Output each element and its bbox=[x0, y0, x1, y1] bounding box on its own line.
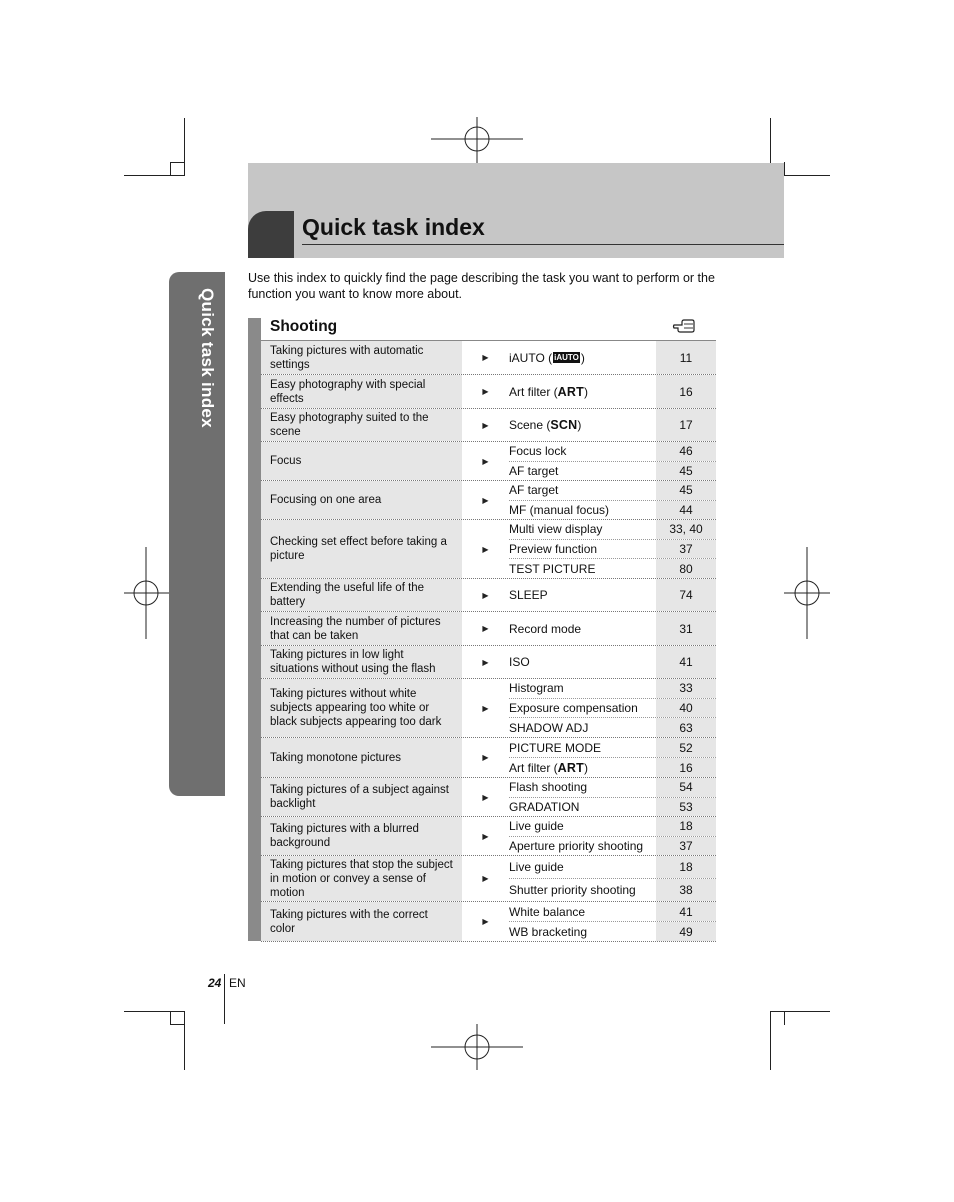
function-list bbox=[509, 856, 716, 901]
function-list bbox=[509, 520, 716, 578]
page-ref: 53 bbox=[656, 798, 716, 817]
function-list bbox=[509, 409, 716, 441]
task-cell bbox=[261, 646, 462, 678]
table-row bbox=[261, 341, 716, 375]
arrow-right-icon: ▶ bbox=[482, 657, 489, 667]
page-ref: 37 bbox=[656, 540, 716, 559]
function-list bbox=[509, 341, 716, 374]
table-row bbox=[261, 817, 716, 856]
task-label: Taking pictures with automatic settings bbox=[270, 344, 424, 371]
table-row bbox=[261, 481, 716, 520]
function-row bbox=[509, 699, 716, 719]
function-row bbox=[509, 738, 716, 758]
arrow-right-icon: ▶ bbox=[482, 353, 489, 362]
function-name bbox=[509, 501, 656, 520]
function-list bbox=[509, 612, 716, 645]
table-row bbox=[261, 409, 716, 442]
table-row bbox=[261, 646, 716, 679]
function-name bbox=[509, 520, 656, 539]
function-row bbox=[509, 679, 716, 699]
task-label: Taking pictures with a blurred background bbox=[270, 823, 419, 849]
function-row bbox=[509, 409, 716, 441]
table-row bbox=[261, 856, 716, 902]
function-name bbox=[509, 817, 656, 836]
crop-mark bbox=[170, 1024, 185, 1025]
function-name bbox=[509, 758, 656, 777]
page-ref: 41 bbox=[656, 902, 716, 921]
task-cell bbox=[261, 520, 462, 578]
function-name bbox=[509, 879, 656, 901]
function-row bbox=[509, 778, 716, 798]
task-label: Taking pictures of a subject against backlight bbox=[270, 784, 449, 810]
function-label: Histogram bbox=[509, 681, 564, 696]
task-cell bbox=[261, 579, 462, 611]
mode-symbol: ART bbox=[557, 760, 584, 775]
function-row bbox=[509, 540, 716, 560]
page-ref: 37 bbox=[656, 837, 716, 856]
header-accent-block bbox=[248, 211, 294, 258]
function-row bbox=[509, 481, 716, 501]
function-row bbox=[509, 520, 716, 540]
arrow-right-icon: ▶ bbox=[482, 792, 489, 802]
task-cell bbox=[261, 778, 462, 816]
function-label: Shutter priority shooting bbox=[509, 883, 636, 897]
task-label: Taking pictures that stop the subject in motion or convey a sense of motion bbox=[270, 858, 453, 899]
function-label: MF (manual focus) bbox=[509, 502, 610, 517]
function-label: Art filter ( bbox=[509, 384, 558, 399]
page-ref: 44 bbox=[656, 501, 716, 520]
function-label-suffix: ) bbox=[580, 350, 585, 365]
page-ref: 18 bbox=[656, 817, 716, 836]
task-cell bbox=[261, 341, 462, 374]
arrow-right-icon: ▶ bbox=[482, 590, 489, 600]
crop-mark bbox=[184, 118, 185, 176]
task-cell bbox=[261, 409, 462, 441]
function-name bbox=[509, 375, 656, 408]
task-cell bbox=[261, 612, 462, 645]
task-label: Checking set effect before taking a picture bbox=[270, 536, 447, 562]
function-name bbox=[509, 341, 656, 374]
page-ref: 52 bbox=[656, 738, 716, 757]
function-row bbox=[509, 922, 716, 941]
page-number: 24 bbox=[208, 976, 222, 990]
function-row bbox=[509, 341, 716, 374]
function-label: TEST PICTURE bbox=[509, 561, 596, 576]
crop-mark bbox=[124, 175, 185, 176]
function-name bbox=[509, 579, 656, 611]
page-ref: 16 bbox=[656, 758, 716, 777]
function-label: PICTURE MODE bbox=[509, 740, 602, 755]
function-label: Exposure compensation bbox=[509, 701, 638, 715]
function-label: iAUTO ( bbox=[509, 350, 553, 365]
function-row bbox=[509, 462, 716, 481]
task-label: Taking pictures with the correct color bbox=[270, 908, 428, 935]
function-list bbox=[509, 902, 716, 941]
arrow-right-icon: ▶ bbox=[482, 917, 489, 926]
function-name bbox=[509, 718, 656, 737]
function-row bbox=[509, 902, 716, 922]
function-row bbox=[509, 817, 716, 837]
task-label: Easy photography suited to the scene bbox=[270, 412, 429, 438]
page-ref: 45 bbox=[656, 481, 716, 500]
table-row bbox=[261, 902, 716, 942]
page-ref: 40 bbox=[656, 699, 716, 718]
crop-mark bbox=[124, 1011, 185, 1012]
registration-mark-icon bbox=[431, 117, 523, 163]
table-row bbox=[261, 778, 716, 817]
arrow-right-icon: ▶ bbox=[482, 544, 489, 554]
language-label: EN bbox=[229, 976, 246, 990]
function-name bbox=[509, 778, 656, 797]
function-row bbox=[509, 837, 716, 856]
pointing-hand-icon bbox=[672, 318, 696, 334]
arrow-right-icon: ▶ bbox=[482, 387, 489, 396]
task-label: Taking monotone pictures bbox=[270, 751, 402, 764]
function-list bbox=[509, 646, 716, 678]
registration-mark-icon bbox=[124, 547, 170, 639]
function-list bbox=[509, 778, 716, 816]
function-row bbox=[509, 758, 716, 777]
crop-mark bbox=[770, 1011, 830, 1012]
function-label-suffix: ) bbox=[583, 384, 588, 399]
section-bar bbox=[248, 318, 261, 941]
function-label: Multi view display bbox=[509, 522, 603, 537]
table-row bbox=[261, 579, 716, 612]
function-row bbox=[509, 856, 716, 879]
task-label: Easy photography with special effects bbox=[270, 378, 426, 405]
function-name bbox=[509, 856, 656, 878]
table-row bbox=[261, 612, 716, 646]
function-label: Record mode bbox=[509, 621, 582, 636]
function-name bbox=[509, 798, 656, 817]
table-row bbox=[261, 442, 716, 481]
function-label: Scene ( bbox=[509, 418, 551, 432]
function-label: Live guide bbox=[509, 819, 564, 834]
table-row bbox=[261, 738, 716, 778]
page-ref: 63 bbox=[656, 718, 716, 737]
task-cell bbox=[261, 679, 462, 737]
task-cell bbox=[261, 738, 462, 777]
mode-symbol: ART bbox=[557, 384, 584, 399]
function-row bbox=[509, 375, 716, 408]
iauto-mode-icon: iAUTO bbox=[554, 353, 579, 362]
function-name bbox=[509, 679, 656, 698]
function-row bbox=[509, 442, 716, 462]
function-name bbox=[509, 481, 656, 500]
function-label: SHADOW ADJ bbox=[509, 720, 589, 735]
function-label: WB bracketing bbox=[509, 924, 588, 939]
function-name bbox=[509, 442, 656, 461]
function-name bbox=[509, 922, 656, 941]
arrow-right-icon: ▶ bbox=[482, 703, 489, 713]
page-ref: 33, 40 bbox=[656, 520, 716, 539]
crop-mark bbox=[784, 1011, 785, 1025]
function-row bbox=[509, 579, 716, 611]
page-ref: 80 bbox=[656, 559, 716, 578]
task-label: Focusing on one area bbox=[270, 494, 382, 506]
function-label: SLEEP bbox=[509, 588, 548, 602]
task-label: Extending the useful life of the battery bbox=[270, 582, 425, 608]
function-label: Art filter ( bbox=[509, 760, 558, 775]
registration-mark-icon bbox=[431, 1024, 523, 1070]
page-ref: 41 bbox=[656, 646, 716, 678]
crop-mark bbox=[784, 162, 785, 176]
function-label: Focus lock bbox=[509, 444, 567, 459]
arrow-right-icon: ▶ bbox=[482, 420, 489, 430]
table-row bbox=[261, 679, 716, 738]
crop-mark bbox=[770, 1011, 771, 1070]
function-name bbox=[509, 612, 656, 645]
function-list bbox=[509, 679, 716, 737]
crop-mark bbox=[184, 1011, 185, 1070]
crop-mark bbox=[170, 162, 185, 163]
task-cell bbox=[261, 375, 462, 408]
function-label: AF target bbox=[509, 463, 559, 478]
task-label: Taking pictures without white subjects appearing too white or black subjects appearing too dark bbox=[270, 688, 442, 728]
function-label: Live guide bbox=[509, 860, 564, 874]
table-row bbox=[261, 520, 716, 579]
function-list bbox=[509, 375, 716, 408]
function-row bbox=[509, 612, 716, 645]
page-ref: 16 bbox=[656, 375, 716, 408]
task-cell bbox=[261, 856, 462, 901]
function-name bbox=[509, 409, 656, 441]
task-label: Taking pictures in low light situations without using the flash bbox=[270, 649, 436, 675]
function-row bbox=[509, 798, 716, 817]
function-name bbox=[509, 837, 656, 856]
function-list bbox=[509, 738, 716, 777]
crop-mark bbox=[170, 1011, 171, 1025]
task-cell bbox=[261, 442, 462, 480]
task-cell bbox=[261, 817, 462, 855]
task-label: Increasing the number of pictures that can be taken bbox=[270, 615, 441, 642]
function-row bbox=[509, 501, 716, 520]
table-row bbox=[261, 375, 716, 409]
page-ref: 18 bbox=[656, 856, 716, 878]
function-label-suffix: ) bbox=[577, 418, 582, 432]
function-name bbox=[509, 540, 656, 559]
arrow-right-icon: ▶ bbox=[482, 495, 489, 505]
page-ref: 11 bbox=[656, 341, 716, 374]
function-list bbox=[509, 442, 716, 480]
function-name bbox=[509, 738, 656, 757]
task-cell bbox=[261, 481, 462, 519]
page-ref: 45 bbox=[656, 462, 716, 481]
task-cell bbox=[261, 902, 462, 941]
function-label: AF target bbox=[509, 483, 559, 498]
page-ref: 17 bbox=[656, 409, 716, 441]
page-ref: 49 bbox=[656, 922, 716, 941]
function-row bbox=[509, 718, 716, 737]
page-ref: 74 bbox=[656, 579, 716, 611]
function-row bbox=[509, 559, 716, 578]
function-label: GRADATION bbox=[509, 799, 580, 814]
function-label: Flash shooting bbox=[509, 780, 588, 795]
page-ref: 31 bbox=[656, 612, 716, 645]
arrow-right-icon: ▶ bbox=[482, 624, 489, 633]
page-ref: 33 bbox=[656, 679, 716, 698]
footer-separator bbox=[224, 974, 225, 1024]
function-name bbox=[509, 699, 656, 718]
arrow-right-icon: ▶ bbox=[482, 456, 489, 466]
page-ref: 38 bbox=[656, 879, 716, 901]
function-list bbox=[509, 481, 716, 519]
function-name bbox=[509, 902, 656, 921]
registration-mark-icon bbox=[784, 547, 830, 639]
function-list bbox=[509, 817, 716, 855]
function-name bbox=[509, 462, 656, 481]
function-label: Aperture priority shooting bbox=[509, 838, 644, 853]
arrow-right-icon: ▶ bbox=[482, 753, 489, 762]
section-title: Shooting bbox=[270, 318, 338, 335]
function-label: ISO bbox=[509, 655, 530, 669]
function-label-suffix: ) bbox=[583, 760, 588, 775]
arrow-right-icon: ▶ bbox=[482, 831, 489, 841]
function-list bbox=[509, 579, 716, 611]
crop-mark bbox=[170, 162, 171, 176]
page-title: Quick task index bbox=[302, 214, 485, 240]
page-ref: 46 bbox=[656, 442, 716, 461]
task-label: Focus bbox=[270, 455, 302, 467]
title-underline bbox=[302, 244, 784, 245]
side-tab-label: Quick task index bbox=[198, 288, 217, 428]
function-label: White balance bbox=[509, 904, 586, 919]
intro-text: Use this index to quickly find the page describing the task you want to perform or the function you want to know more about. bbox=[248, 271, 715, 301]
function-label: Preview function bbox=[509, 542, 598, 556]
mode-symbol: SCN bbox=[550, 418, 578, 432]
function-row bbox=[509, 646, 716, 678]
side-tab bbox=[169, 272, 225, 796]
function-row bbox=[509, 879, 716, 901]
page-ref: 54 bbox=[656, 778, 716, 797]
function-name bbox=[509, 646, 656, 678]
function-name bbox=[509, 559, 656, 578]
arrow-right-icon: ▶ bbox=[482, 874, 489, 883]
task-table bbox=[261, 341, 716, 942]
